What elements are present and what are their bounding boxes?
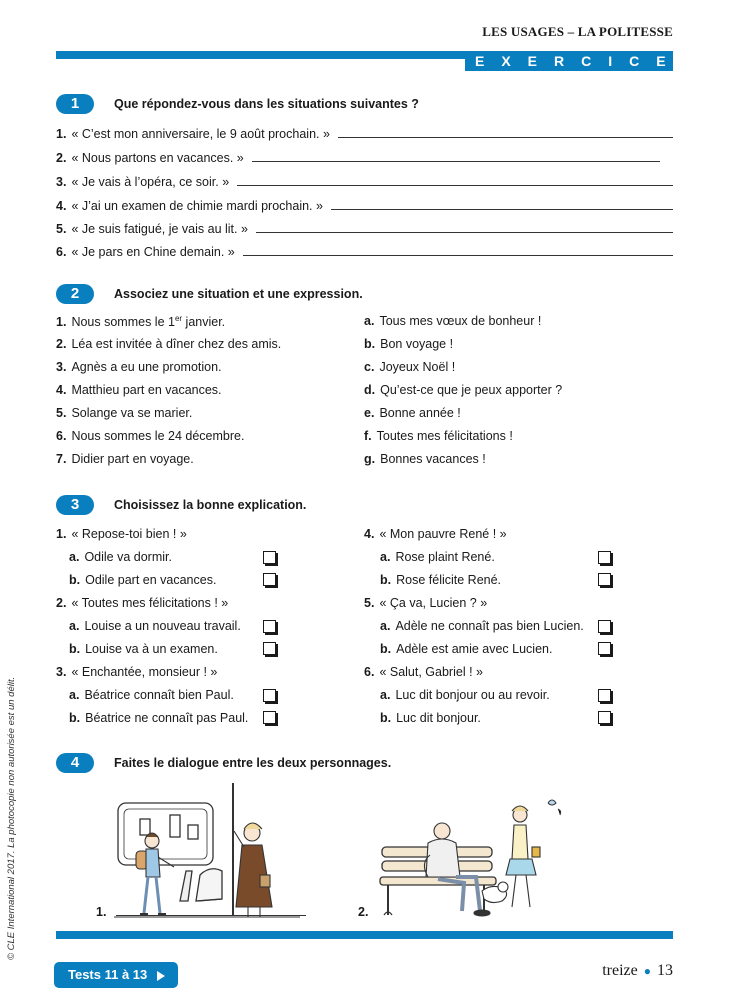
option-b (380, 642, 552, 660)
ex1-item (56, 218, 673, 236)
checkbox[interactable] (263, 642, 276, 655)
option-letter: a. (69, 550, 80, 564)
option-letter: a. (69, 688, 80, 702)
option-text: Béatrice ne connaît pas Paul. (85, 711, 249, 725)
item-text: Didier part en voyage. (71, 452, 194, 466)
checkbox[interactable] (263, 620, 276, 633)
option-b (69, 711, 248, 729)
item-number: 6. (56, 245, 67, 259)
ex1-item (56, 171, 673, 189)
exercise-4-header (56, 752, 391, 774)
situations-column (56, 314, 281, 475)
exercise-number: 1 (56, 94, 94, 114)
option-letter: a. (69, 619, 80, 633)
exercise-2-header (56, 283, 363, 305)
item-text: « Je suis fatigué, je vais au lit. » (71, 222, 248, 236)
item-text: « Je pars en Chine demain. » (71, 245, 235, 259)
checkbox[interactable] (263, 711, 276, 724)
exercise-3-header (56, 494, 306, 516)
option-text: Odile va dormir. (84, 550, 172, 564)
question (56, 527, 187, 545)
item-number: 5. (364, 596, 375, 610)
exercise-number: 2 (56, 284, 94, 304)
option-a (380, 619, 584, 637)
bus-scene-illustration (110, 775, 310, 925)
option-text: Odile part en vacances. (85, 573, 217, 587)
item-number: 1. (56, 527, 67, 541)
option-b (69, 642, 218, 660)
question-text: « Mon pauvre René ! » (379, 527, 507, 541)
question-text: « Ça va, Lucien ? » (379, 596, 488, 610)
bottom-rule (56, 931, 673, 939)
checkbox[interactable] (263, 551, 276, 564)
item-number: 5. (56, 222, 67, 236)
situation-item (56, 406, 281, 429)
expression-item (364, 360, 562, 383)
option-a (380, 550, 495, 568)
item-number: 6. (56, 429, 67, 443)
answer-line[interactable] (338, 137, 673, 138)
exercise-title: Que répondez-vous dans les situations suivantes ? (114, 97, 419, 111)
illustration-label: 2. (358, 905, 369, 919)
option-text: Adèle ne connaît pas bien Lucien. (395, 619, 584, 633)
ex1-item (56, 241, 673, 259)
item-number: 3. (56, 665, 67, 679)
option-text: Louise a un nouveau travail. (84, 619, 241, 633)
option-text: Luc dit bonjour ou au revoir. (395, 688, 550, 702)
item-text: Solange va se marier. (71, 406, 193, 420)
item-text: Bon voyage ! (380, 337, 454, 351)
expression-item (364, 383, 562, 406)
item-number: 2. (56, 337, 67, 351)
bullet-dot-icon: ● (643, 963, 651, 978)
option-letter: a. (380, 619, 391, 633)
checkbox[interactable] (598, 551, 611, 564)
item-number: 3. (56, 175, 67, 189)
option-a (69, 550, 172, 568)
item-text: Tous mes vœux de bonheur ! (379, 314, 542, 328)
item-number: 2. (56, 151, 67, 165)
section-label: EXERCICES (465, 51, 673, 71)
item-letter: g. (364, 452, 376, 466)
item-letter: e. (364, 406, 375, 420)
item-text: Matthieu part en vacances. (71, 383, 222, 397)
exercise-title: Faites le dialogue entre les deux personnages. (114, 756, 392, 770)
ex3-right-column (364, 527, 664, 737)
superscript: er (174, 314, 183, 323)
option-b (380, 711, 481, 729)
situation-item (56, 429, 281, 452)
exercise-1-header (56, 93, 419, 115)
question-text: « Salut, Gabriel ! » (379, 665, 483, 679)
expression-item (364, 314, 562, 337)
option-letter: a. (380, 550, 391, 564)
expressions-column (364, 314, 562, 475)
question-text: « Repose-toi bien ! » (71, 527, 187, 541)
ex3-left-column (56, 527, 336, 737)
item-letter: c. (364, 360, 375, 374)
answer-line[interactable] (331, 209, 673, 210)
item-text: Bonnes vacances ! (380, 452, 486, 466)
option-a (380, 688, 550, 706)
question (364, 527, 507, 545)
item-text: Agnès a eu une promotion. (71, 360, 222, 374)
item-text: Nous sommes le 1 (71, 315, 175, 330)
option-letter: b. (69, 642, 81, 656)
situation-item (56, 314, 281, 337)
item-text: Bonne année ! (379, 406, 461, 420)
checkbox[interactable] (263, 573, 276, 586)
item-text: « Nous partons en vacances. » (71, 151, 244, 165)
situation-item (56, 383, 281, 406)
item-letter: f. (364, 429, 372, 443)
option-b (380, 573, 501, 591)
option-text: Louise va à un examen. (85, 642, 218, 656)
item-text: Qu’est-ce que je peux apporter ? (380, 383, 563, 397)
answer-line[interactable] (252, 161, 660, 162)
option-letter: b. (380, 711, 392, 725)
question (56, 596, 228, 614)
exercise-number: 4 (56, 753, 94, 773)
option-letter: b. (69, 711, 81, 725)
ex1-item (56, 195, 673, 213)
expression-item (364, 452, 562, 475)
item-text: Joyeux Noël ! (379, 360, 456, 374)
option-letter: b. (380, 642, 392, 656)
bench-scene-illustration (372, 795, 582, 925)
item-number: 5. (56, 406, 67, 420)
item-number: 2. (56, 596, 67, 610)
option-b (69, 573, 216, 591)
illustration-label: 1. (96, 905, 107, 919)
item-text-end: janvier. (182, 315, 226, 330)
option-text: Adèle est amie avec Lucien. (396, 642, 553, 656)
play-arrow-icon (157, 971, 165, 981)
option-text: Rose plaint René. (395, 550, 495, 564)
checkbox[interactable] (598, 642, 611, 655)
situation-item (56, 360, 281, 383)
ex1-item (56, 147, 660, 165)
expression-item (364, 337, 562, 360)
expression-item (364, 429, 562, 452)
item-text: « C’est mon anniversaire, le 9 août prochain. » (71, 127, 330, 141)
item-number: 3. (56, 360, 67, 374)
tests-link-label: Tests 11 à 13 (68, 967, 148, 982)
option-a (69, 619, 241, 637)
item-text: Nous sommes le 24 décembre. (71, 429, 245, 443)
item-text: Léa est invitée à dîner chez des amis. (71, 337, 282, 351)
item-number: 4. (364, 527, 375, 541)
item-text: « J’ai un examen de chimie mardi prochain. » (71, 199, 323, 213)
question (364, 596, 487, 614)
checkbox[interactable] (263, 689, 276, 702)
running-head: LES USAGES – LA POLITESSE (482, 24, 673, 39)
page-word: treize (602, 962, 638, 979)
option-letter: b. (380, 573, 392, 587)
answer-line[interactable] (256, 232, 673, 233)
exercise-number: 3 (56, 495, 94, 515)
question-text: « Enchantée, monsieur ! » (71, 665, 218, 679)
tests-link-button[interactable] (54, 962, 178, 988)
option-a (69, 688, 234, 706)
checkbox[interactable] (598, 689, 611, 702)
situation-item (56, 337, 281, 360)
answer-line[interactable] (237, 185, 673, 186)
item-number: 1. (56, 127, 67, 141)
item-number: 4. (56, 383, 67, 397)
situation-item (56, 452, 281, 475)
page-footer (602, 962, 673, 980)
item-letter: d. (364, 383, 376, 397)
option-text: Luc dit bonjour. (396, 711, 481, 725)
item-number: 7. (56, 452, 67, 466)
question (364, 665, 483, 683)
page-number: 13 (657, 962, 673, 979)
question (56, 665, 217, 683)
option-letter: a. (380, 688, 391, 702)
item-letter: a. (364, 314, 375, 328)
option-text: Béatrice connaît bien Paul. (84, 688, 234, 702)
item-number: 6. (364, 665, 375, 679)
checkbox[interactable] (598, 620, 611, 633)
item-number: 4. (56, 199, 67, 213)
illustration-1-baseline (116, 915, 306, 916)
copyright-notice: © CLE International 2017. La photocopie non autorisée est un délit. (6, 676, 17, 960)
checkbox[interactable] (598, 573, 611, 586)
item-letter: b. (364, 337, 376, 351)
question-text: « Toutes mes félicitations ! » (71, 596, 229, 610)
exercise-title: Choisissez la bonne explication. (114, 498, 307, 512)
expression-item (364, 406, 562, 429)
ex1-item (56, 123, 673, 141)
item-text: « Je vais à l’opéra, ce soir. » (71, 175, 230, 189)
item-text: Toutes mes félicitations ! (376, 429, 513, 443)
item-number: 1. (56, 315, 67, 330)
exercise-title: Associez une situation et une expression. (114, 287, 363, 301)
answer-line[interactable] (243, 255, 673, 256)
option-letter: b. (69, 573, 81, 587)
option-text: Rose félicite René. (396, 573, 502, 587)
checkbox[interactable] (598, 711, 611, 724)
